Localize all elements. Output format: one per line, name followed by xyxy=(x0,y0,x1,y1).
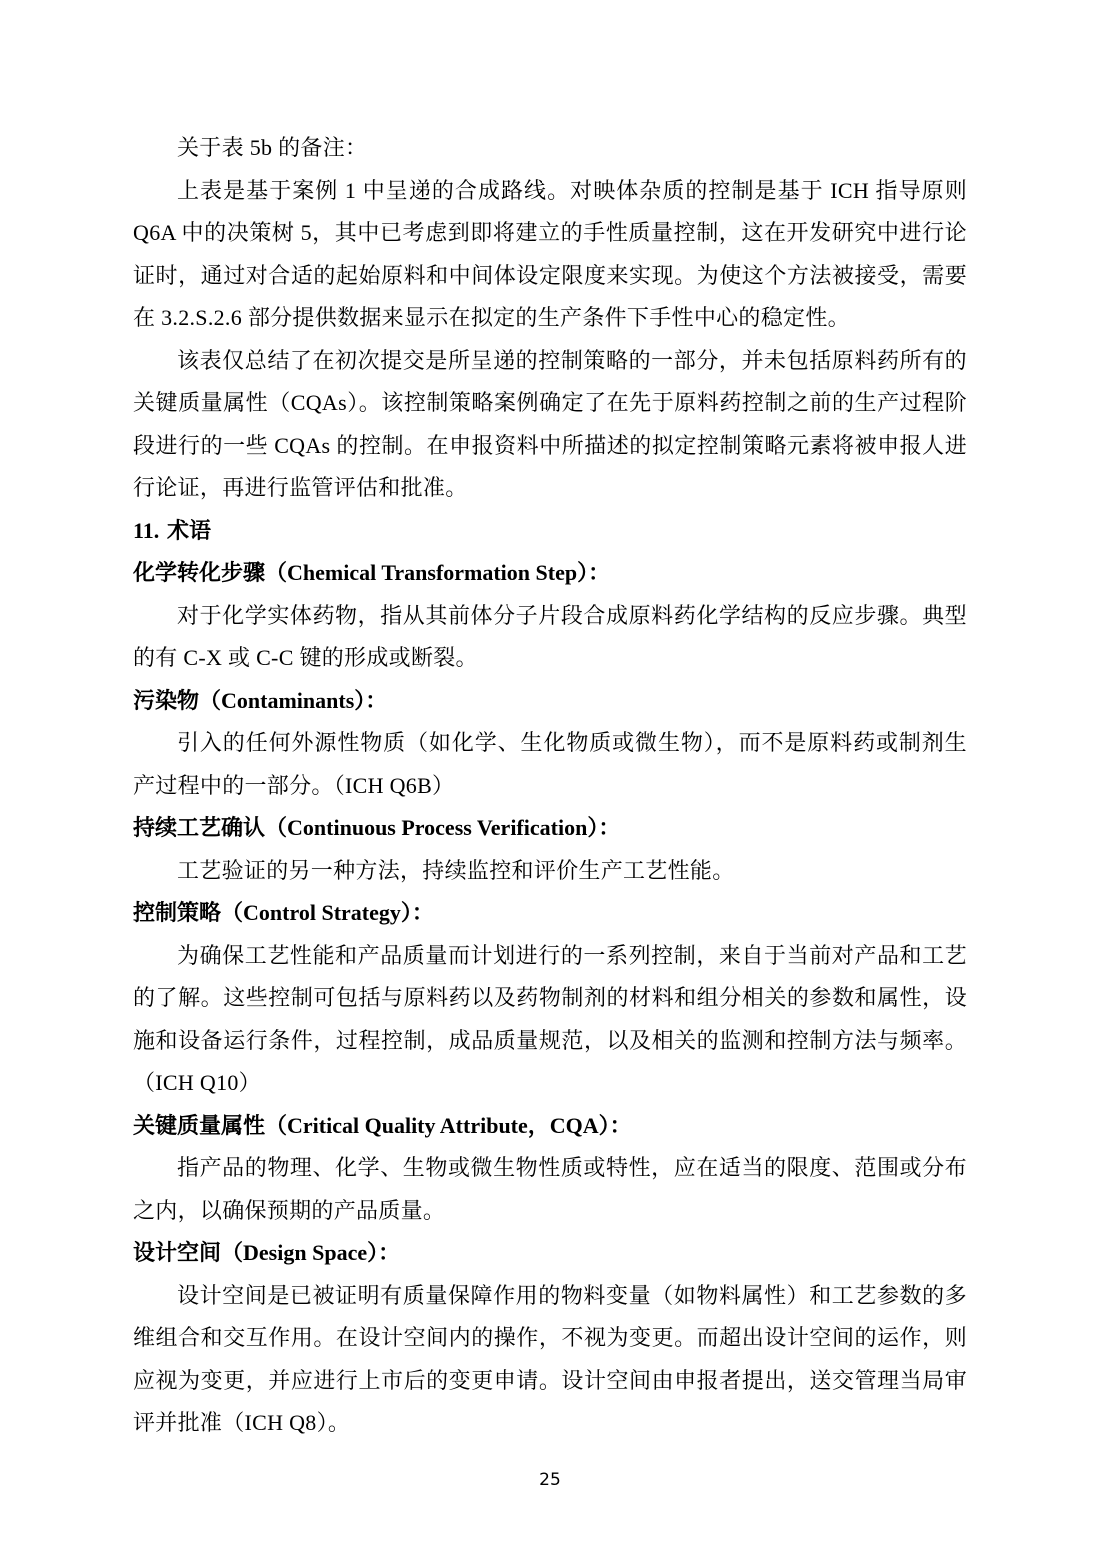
section-heading-terms xyxy=(133,510,967,553)
note-title: 关于表 5b 的备注： xyxy=(177,135,368,160)
term-name-zh: 控制策略 xyxy=(133,900,222,925)
close-paren-colon: ）： xyxy=(367,1240,401,1265)
open-paren: （ xyxy=(265,1112,288,1138)
term-name-en: Chemical Transformation Step xyxy=(287,560,578,585)
term-name-en: Contaminants xyxy=(221,687,355,713)
open-paren: （ xyxy=(265,560,288,585)
term-name-zh: 化学转化步骤 xyxy=(133,560,266,585)
close-paren-colon: ）： xyxy=(577,560,611,585)
close-paren-colon: ）： xyxy=(598,1112,632,1138)
term-heading xyxy=(133,807,967,850)
term-name-en: Control Strategy xyxy=(243,900,401,925)
open-paren: （ xyxy=(199,687,222,713)
term-heading xyxy=(133,1232,967,1275)
term-definition: 为确保工艺性能和产品质量而计划进行的一系列控制，来自于当前对产品和工艺的了解。这些控制可包括与原料药以及药物制剂的材料和组分相关的参数和属性，设施和设备运行条件，过程控制，成品质量规范，以及相关的监测和控制方法与频率。（ICH Q10） xyxy=(133,942,967,1095)
term-entry-continuous-process-verification xyxy=(133,807,967,892)
close-paren-colon: ）： xyxy=(354,687,388,713)
page-number: 25 xyxy=(539,1470,561,1490)
term-definition: 设计空间是已被证明有质量保障作用的物料变量（如物料属性）和工艺参数的多维组合和交互作用。在设计空间内的操作，不视为变更。而超出设计空间的运作，则应视为变更，并应进行上市后的变更申请。设计空间由申报者提出，送交管理当局审评并批准（ICH Q8）。 xyxy=(133,1282,967,1435)
close-paren-colon: ）： xyxy=(587,815,621,840)
term-name-zh: 关键质量属性 xyxy=(133,1112,266,1138)
term-heading xyxy=(133,552,967,595)
section-number: 11. xyxy=(133,517,160,543)
term-entry-control-strategy xyxy=(133,892,967,1105)
term-name-zh: 污染物 xyxy=(133,687,200,713)
open-paren: （ xyxy=(265,815,288,840)
term-name-zh: 设计空间 xyxy=(133,1240,222,1265)
term-definition: 引入的任何外源性物质（如化学、生化物质或微生物），而不是原料药或制剂生产过程中的一部分。（ICH Q6B） xyxy=(133,730,967,798)
term-entry-chemical-transformation-step xyxy=(133,552,967,680)
term-definition: 工艺验证的另一种方法，持续监控和评价生产工艺性能。 xyxy=(177,857,735,883)
paragraph-table-note: 上表是基于案例 1 中呈递的合成路线。对映体杂质的控制是基于 ICH 指导原则 Q6A 中的决策树 5，其中已考虑到即将建立的手性质量控制，这在开发研究中进行论证时，通过对合适的起始原料和中间体设定限度来实现。为使这个方法被接受，需要在 3.2.S.2.6 部分提供数据来显示在拟定的生产条件下手性中心的稳定性。 xyxy=(133,177,967,330)
term-entry-critical-quality-attribute xyxy=(133,1105,967,1233)
paragraph-control-strategy-note: 该表仅总结了在初次提交是所呈递的控制策略的一部分，并未包括原料药所有的关键质量属性（CQAs）。该控制策略案例确定了在先于原料药控制之前的生产过程阶段进行的一些 CQAs 的控制。在申报资料中所描述的拟定控制策略元素将被申报人进行论证，再进行监管评估和批准。 xyxy=(133,347,967,500)
open-paren: （ xyxy=(221,1240,244,1265)
term-definition: 指产品的物理、化学、生物或微生物性质或特性，应在适当的限度、范围或分布之内，以确保预期的产品质量。 xyxy=(133,1155,967,1223)
close-paren-colon: ）： xyxy=(400,900,434,925)
term-heading xyxy=(133,1105,967,1148)
term-name-zh: 持续工艺确认 xyxy=(133,815,266,840)
term-name-en: Critical Quality Attribute，CQA xyxy=(287,1112,599,1138)
term-name-en: Design Space xyxy=(243,1240,368,1265)
term-entry-design-space xyxy=(133,1232,967,1445)
term-heading xyxy=(133,892,967,935)
open-paren: （ xyxy=(221,900,244,925)
term-heading xyxy=(133,680,967,723)
section-title: 术语 xyxy=(166,517,211,543)
term-entry-contaminants xyxy=(133,680,967,808)
term-definition: 对于化学实体药物，指从其前体分子片段合成原料药化学结构的反应步骤。典型的有 C-X 或 C-C 键的形成或断裂。 xyxy=(133,602,967,670)
term-name-en: Continuous Process Verification xyxy=(287,815,588,840)
